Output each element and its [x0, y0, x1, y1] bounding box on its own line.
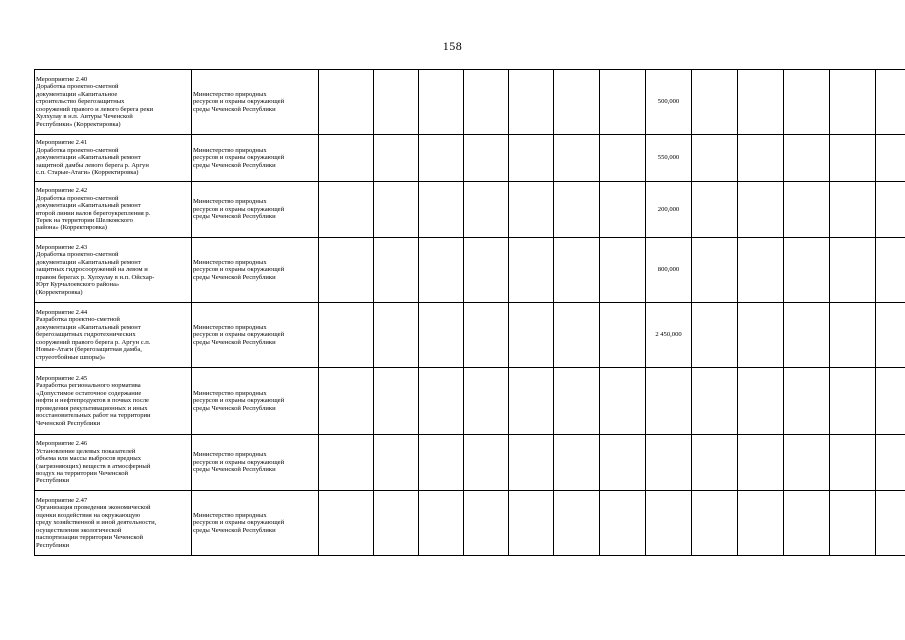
event-text-line: Установление целевых показателей — [36, 447, 136, 455]
event-text-line: осуществления экологической — [36, 526, 122, 534]
event-text-line: правом берегах р. Хулхулау в н.п. Ойсхар- — [36, 273, 155, 281]
event-text-line: Республики» (Корректировка) — [36, 120, 121, 128]
empty-cell — [319, 135, 374, 182]
empty-cell — [374, 182, 419, 238]
empty-cell — [692, 70, 738, 135]
empty-cell — [876, 182, 905, 238]
executor-cell — [192, 135, 319, 182]
event-text-line: строительство берегозащитных — [36, 98, 125, 106]
empty-cell — [738, 238, 784, 303]
executor-text-line: Министерство природных — [193, 323, 267, 331]
empty-cell — [509, 303, 554, 368]
empty-cell — [876, 435, 905, 491]
empty-cell — [554, 135, 600, 182]
executor-text-line: Министерство природных — [193, 451, 267, 459]
empty-cell — [738, 303, 784, 368]
empty-cell — [830, 238, 876, 303]
event-text-line: струеотбойные шпоры)» — [36, 353, 106, 361]
empty-cell — [374, 70, 419, 135]
executor-text-line: среды Чеченской Республики — [193, 338, 276, 346]
event-text-line: Юрт Курчалоевского района» — [36, 281, 120, 289]
empty-cell — [509, 135, 554, 182]
empty-cell — [738, 135, 784, 182]
executor-text-line: Министерство природных — [193, 198, 267, 206]
executor-text-line: ресурсов и охраны окружающей — [193, 205, 285, 213]
empty-cell — [600, 70, 646, 135]
empty-cell — [419, 491, 464, 556]
empty-cell — [509, 368, 554, 435]
empty-cell — [319, 70, 374, 135]
empty-cell — [319, 491, 374, 556]
empty-cell — [374, 368, 419, 435]
empty-cell — [692, 303, 738, 368]
executor-text-line: Министерство природных — [193, 389, 267, 397]
executor-text-line: Министерство природных — [193, 258, 267, 266]
event-text-line: оценки воздействия на окружающую — [36, 511, 141, 519]
event-text-line: документации «Капитальный ремонт — [36, 154, 141, 162]
empty-cell — [600, 135, 646, 182]
empty-cell — [738, 70, 784, 135]
executor-cell — [192, 303, 319, 368]
executor-text-line: Министерство природных — [193, 90, 267, 98]
empty-cell — [876, 135, 905, 182]
empty-cell — [509, 70, 554, 135]
event-text-line: восстановительных работ на территории — [36, 412, 151, 420]
event-text-line: документации «Капитальный ремонт — [36, 258, 141, 266]
empty-cell — [509, 491, 554, 556]
empty-cell — [374, 135, 419, 182]
empty-cell — [419, 435, 464, 491]
empty-cell — [509, 435, 554, 491]
event-cell — [35, 182, 192, 238]
empty-cell — [876, 491, 905, 556]
executor-cell — [192, 182, 319, 238]
empty-cell — [509, 238, 554, 303]
executor-text-line: ресурсов и охраны окружающей — [193, 519, 285, 527]
event-text-line: Организация проведения экономической — [36, 504, 151, 512]
event-cell — [35, 368, 192, 435]
executor-text-line: среды Чеченской Республики — [193, 404, 276, 412]
empty-cell — [692, 491, 738, 556]
executor-text-line: ресурсов и охраны окружающей — [193, 397, 285, 405]
empty-cell — [784, 70, 830, 135]
amount-cell — [646, 368, 692, 435]
event-text-line: объема или массы выбросов вредных — [36, 455, 142, 463]
event-text-line: Новые-Атаги (берегозащитная дамба, — [36, 346, 142, 354]
event-cell — [35, 238, 192, 303]
executor-cell — [192, 368, 319, 435]
empty-cell — [464, 368, 509, 435]
event-text-line: Доработка проектно-сметной — [36, 251, 119, 259]
empty-cell — [419, 303, 464, 368]
executor-text-line: Министерство природных — [193, 146, 267, 154]
empty-cell — [784, 182, 830, 238]
event-text-line: Разработка проектно-сметной — [36, 316, 120, 324]
event-cell — [35, 135, 192, 182]
empty-cell — [738, 491, 784, 556]
amount-cell: 800,000 — [646, 238, 692, 303]
empty-cell — [600, 435, 646, 491]
table-row — [35, 135, 905, 182]
event-text-line: Мероприятие 2.43 — [36, 244, 88, 252]
event-text-line: сооружений правого берега р. Аргун с.п. — [36, 338, 151, 346]
program-events-table — [34, 69, 905, 556]
table-row — [35, 238, 905, 303]
event-text-line: Республики — [36, 541, 70, 549]
empty-cell — [554, 435, 600, 491]
executor-cell — [192, 238, 319, 303]
empty-cell — [692, 135, 738, 182]
empty-cell — [876, 238, 905, 303]
empty-cell — [784, 435, 830, 491]
executor-text-line: ресурсов и охраны окружающей — [193, 331, 285, 339]
empty-cell — [464, 182, 509, 238]
empty-cell — [464, 238, 509, 303]
executor-cell — [192, 435, 319, 491]
empty-cell — [509, 182, 554, 238]
amount-cell: 2 450,000 — [646, 303, 692, 368]
event-text-line: Хулхулау в н.п. Автуры Чеченской — [36, 113, 133, 121]
event-text-line: воздух на территории Чеченской — [36, 469, 129, 477]
executor-text-line: Министерство природных — [193, 511, 267, 519]
empty-cell — [464, 303, 509, 368]
event-text-line: Доработка проектно-сметной — [36, 194, 119, 202]
event-cell — [35, 435, 192, 491]
empty-cell — [419, 70, 464, 135]
event-text-line: Мероприятие 2.40 — [36, 76, 88, 84]
event-text-line: «Допустимое остаточное содержание — [36, 389, 142, 397]
page-number: 158 — [442, 39, 463, 53]
empty-cell — [319, 368, 374, 435]
executor-text-line: среды Чеченской Республики — [193, 466, 276, 474]
event-text-line: нефти и нефтепродуктов в почвах после — [36, 397, 149, 405]
empty-cell — [692, 368, 738, 435]
empty-cell — [554, 491, 600, 556]
executor-text-line: ресурсов и охраны окружающей — [193, 458, 285, 466]
event-text-line: Республики — [36, 477, 70, 485]
empty-cell — [374, 303, 419, 368]
empty-cell — [784, 368, 830, 435]
executor-cell — [192, 491, 319, 556]
event-text-line: Мероприятие 2.41 — [36, 139, 88, 147]
table-row — [35, 491, 905, 556]
empty-cell — [784, 491, 830, 556]
amount-cell: 200,000 — [646, 182, 692, 238]
amount-cell: 550,000 — [646, 135, 692, 182]
empty-cell — [876, 70, 905, 135]
event-text-line: Терек на территории Шелковского — [36, 216, 133, 224]
empty-cell — [374, 491, 419, 556]
event-text-line: защитных гидросооружений на левом и — [36, 266, 148, 274]
empty-cell — [876, 368, 905, 435]
executor-text-line: среды Чеченской Республики — [193, 273, 276, 281]
empty-cell — [692, 238, 738, 303]
event-text-line: (Корректировка) — [36, 288, 83, 296]
empty-cell — [600, 238, 646, 303]
empty-cell — [554, 182, 600, 238]
event-text-line: (загрязняющих) веществ в атмосферный — [36, 462, 151, 470]
table-row — [35, 182, 905, 238]
empty-cell — [830, 368, 876, 435]
event-text-line: Доработка проектно-сметной — [36, 83, 119, 91]
executor-text-line: ресурсов и охраны окружающей — [193, 154, 285, 162]
event-text-line: берегозащитных гидротехнических — [36, 331, 136, 339]
empty-cell — [692, 435, 738, 491]
event-text-line: документации «Капитальный ремонт — [36, 202, 141, 210]
empty-cell — [319, 303, 374, 368]
empty-cell — [419, 182, 464, 238]
table-body — [35, 70, 905, 556]
empty-cell — [464, 491, 509, 556]
event-text-line: паспортизации территории Чеченской — [36, 534, 144, 542]
empty-cell — [319, 238, 374, 303]
executor-text-line: среды Чеченской Республики — [193, 161, 276, 169]
event-text-line: Мероприятие 2.46 — [36, 440, 88, 448]
empty-cell — [419, 238, 464, 303]
empty-cell — [464, 435, 509, 491]
empty-cell — [600, 491, 646, 556]
event-cell — [35, 491, 192, 556]
empty-cell — [374, 238, 419, 303]
empty-cell — [830, 70, 876, 135]
executor-cell — [192, 70, 319, 135]
event-text-line: Мероприятие 2.42 — [36, 187, 88, 195]
empty-cell — [319, 182, 374, 238]
event-text-line: с.п. Старые-Атаги» (Корректировка) — [36, 169, 139, 177]
table-row — [35, 368, 905, 435]
empty-cell — [554, 368, 600, 435]
event-text-line: Разработка регионального норматива — [36, 382, 141, 390]
event-text-line: Доработка проектно-сметной — [36, 146, 119, 154]
event-text-line: документации «Капитальный ремонт — [36, 323, 141, 331]
executor-text-line: ресурсов и охраны окружающей — [193, 98, 285, 106]
event-cell — [35, 70, 192, 135]
executor-text-line: ресурсов и охраны окружающей — [193, 266, 285, 274]
table-row — [35, 70, 905, 135]
event-text-line: среду хозяйственной и иной деятельности, — [36, 519, 157, 527]
empty-cell — [784, 238, 830, 303]
event-cell — [35, 303, 192, 368]
event-text-line: сооружений правого и левого берега реки — [36, 105, 154, 113]
empty-cell — [830, 435, 876, 491]
event-text-line: документации «Капитальное — [36, 90, 118, 98]
amount-cell: 500,000 — [646, 70, 692, 135]
table-row — [35, 303, 905, 368]
empty-cell — [600, 182, 646, 238]
event-text-line: защитной дамбы левого берега р. Аргун — [36, 161, 149, 169]
empty-cell — [419, 135, 464, 182]
empty-cell — [374, 435, 419, 491]
amount-cell — [646, 491, 692, 556]
empty-cell — [738, 368, 784, 435]
event-text-line: Мероприятие 2.47 — [36, 497, 88, 505]
empty-cell — [319, 435, 374, 491]
empty-cell — [554, 303, 600, 368]
event-text-line: района» (Корректировка) — [36, 224, 107, 232]
empty-cell — [692, 182, 738, 238]
executor-text-line: среды Чеченской Республики — [193, 213, 276, 221]
table-row — [35, 435, 905, 491]
executor-text-line: среды Чеченской Республики — [193, 105, 276, 113]
empty-cell — [830, 182, 876, 238]
empty-cell — [784, 303, 830, 368]
empty-cell — [464, 135, 509, 182]
empty-cell — [830, 135, 876, 182]
empty-cell — [876, 303, 905, 368]
event-text-line: Мероприятие 2.45 — [36, 375, 88, 383]
event-text-line: Чеченской Республики — [36, 419, 101, 427]
empty-cell — [600, 303, 646, 368]
empty-cell — [554, 70, 600, 135]
empty-cell — [419, 368, 464, 435]
amount-cell — [646, 435, 692, 491]
empty-cell — [554, 238, 600, 303]
empty-cell — [600, 368, 646, 435]
executor-text-line: среды Чеченской Республики — [193, 526, 276, 534]
empty-cell — [738, 182, 784, 238]
event-text-line: Мероприятие 2.44 — [36, 309, 88, 317]
empty-cell — [830, 303, 876, 368]
empty-cell — [464, 70, 509, 135]
event-text-line: второй линии валов берегоукрепления р. — [36, 209, 151, 217]
event-text-line: проведения рекультивационных и иных — [36, 404, 148, 412]
empty-cell — [830, 491, 876, 556]
empty-cell — [738, 435, 784, 491]
empty-cell — [784, 135, 830, 182]
